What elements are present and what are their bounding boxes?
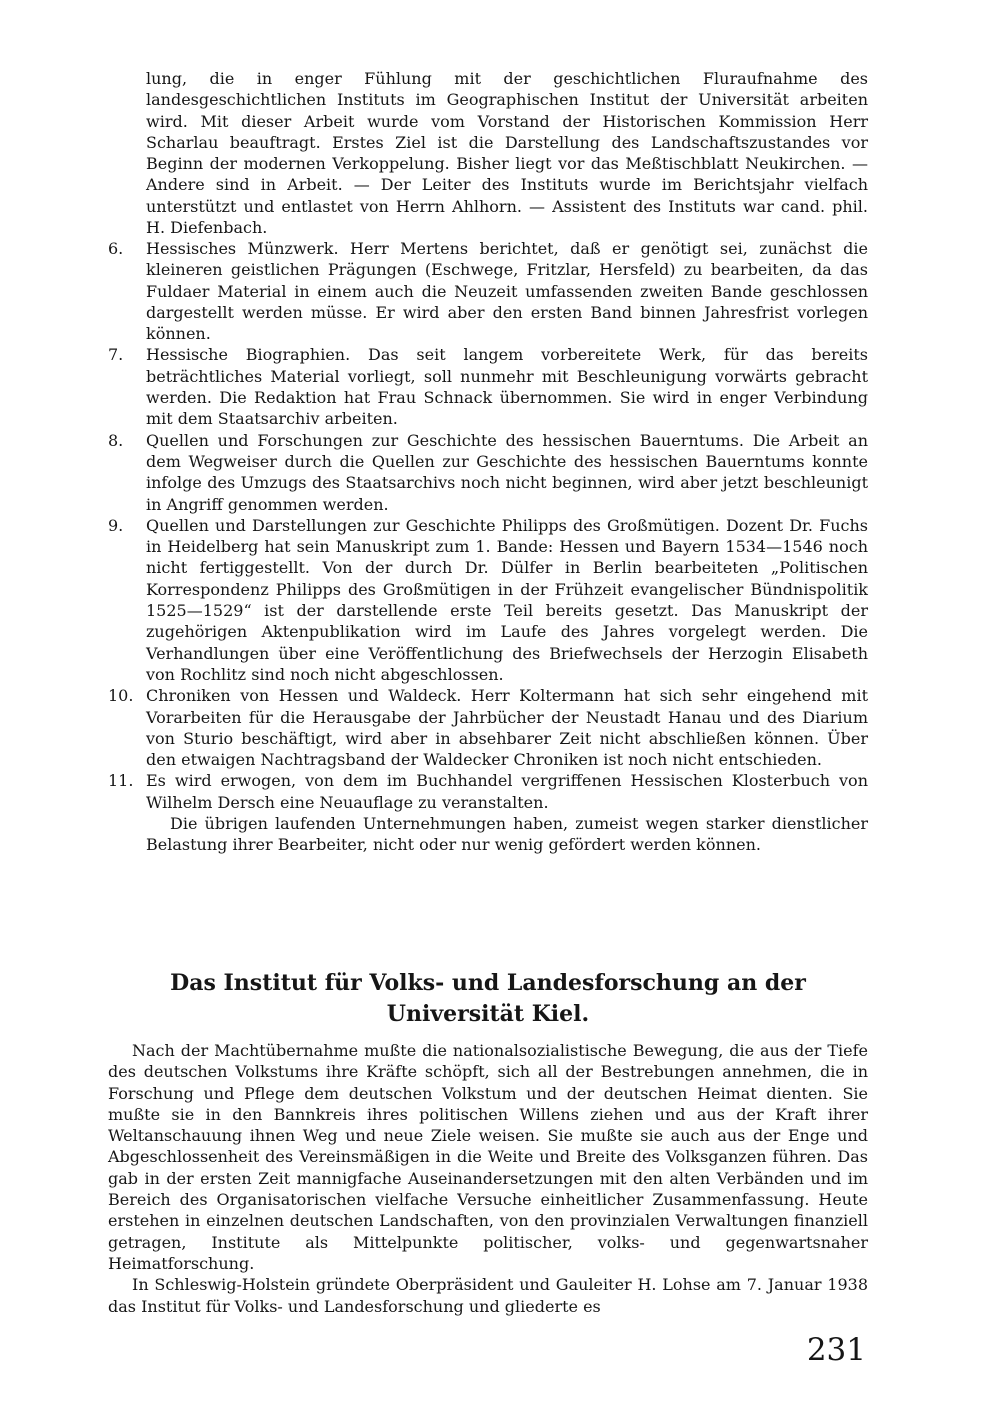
item-text: Hessisches Münzwerk. Herr Mertens berichtet, daß er genötigt sei, zunächst die kleineren geistlichen Prägungen (Eschwege, Fritzlar, Hersfeld) zu bearbeiten, da das Fuldaer Material in einem auch die Neuzeit umfassenden zweiten Bande geschlossen dargestellt werden müsse. Er wird aber den ersten Band binnen Jahresfrist vorlegen können. — [146, 239, 868, 344]
section-body — [108, 1040, 868, 1317]
section-heading: Das Institut für Volks- und Landesforschung an der Universität Kiel. — [170, 970, 806, 1027]
item-text: Quellen und Darstellungen zur Geschichte Philipps des Großmütigen. Dozent Dr. Fuchs in Heidelberg hat sein Manuskript zum 1. Bande: Hessen und Bayern 1534—1546 noch nicht fertiggestellt. Von der durch Dr. Dülfer in Berlin bearbeiteten „Politischen Korrespondenz Philipps des Großmütigen in der Frühzeit evangelischer Bündnispolitik 1525—1529“ ist der darstellende erste Teil bereits gesetzt. Das Manuskript der zugehörigen Aktenpublikation wird im Laufe des Jahres vorgelegt werden. Die Verhandlungen über eine Veröffentlichung des Briefwechsels der Herzogin Elisabeth von Rochlitz sind noch nicht abgeschlossen. — [146, 515, 868, 684]
item-number: 11. — [108, 771, 134, 791]
item-text: Es wird erwogen, von dem im Buchhandel vergriffenen Hessischen Klosterbuch von Wilhelm Dersch eine Neuauflage zu veranstalten. — [146, 771, 868, 812]
page-number: 231 — [806, 1332, 866, 1368]
intro-paragraph: lung, die in enger Fühlung mit der geschichtlichen Fluraufnahme des landesgeschichtlichen Instituts im Geographischen Institut der Universität arbeiten wird. Mit dieser Arbeit wurde vom Vorstand der Historischen Kommission Herr Scharlau beauftragt. Erstes Ziel ist die Darstellung des Landschaftszustandes vor Beginn der modernen Verkoppelung. Bisher liegt vor das Meßtischblatt Neukirchen. — Andere sind in Arbeit. — Der Leiter des Instituts wurde im Berichtsjahr vielfach unterstützt und entlastet von Herrn Ahlhorn. — Assistent des Instituts war cand. phil. H. Diefenbach. — [146, 69, 868, 238]
section-paragraph: Nach der Machtübernahme mußte die nationalsozialistische Bewegung, die aus der Tiefe des deutschen Volkstums ihre Kräfte schöpft, sich all der Bestrebungen annehmen, die in Forschung und Pflege dem deutschen Volkstum und der deutschen Heimat dienten. Sie mußte sie in den Bannkreis ihres politischen Willens ziehen und aus der Kraft ihrer Weltanschauung ihnen Weg und neue Ziele weisen. Sie mußte sie auch aus der Enge und Abgeschlossenheit des Vereinsmäßigen in die Weite und Breite des Volksganzen führen. Das gab in der ersten Zeit mannigfache Auseinandersetzungen mit den alten Verbänden und im Bereich des Organisatorischen vielfache Versuche einheitlicher Zusammenfassung. Heute erstehen in einzelnen deutschen Landschaften, von den provinzialen Verwaltungen finanziell getragen, Institute als Mittelpunkte politischer, volks- und gegenwartsnaher Heimatforschung. — [108, 1041, 868, 1273]
item-text: Chroniken von Hessen und Waldeck. Herr Koltermann hat sich sehr eingehend mit Vorarbeiten für die Herausgabe der Jahrbücher der Neustadt Hanau und des Diarium von Sturio beschäftigt, wird aber in absehbarer Zeit nicht abschließen können. Über den etwaigen Nachtragsband der Waldecker Chroniken ist noch nicht entschieden. — [146, 686, 868, 770]
list-item — [108, 515, 868, 685]
item-text: Hessische Biographien. Das seit langem vorbereitete Werk, für das bereits beträchtliches Material vorliegt, soll nunmehr mit Beschleunigung vorwärts gebracht werden. Die Redaktion hat Frau Schnack übernommen. Sie wird in enger Verbindung mit dem Staatsarchiv arbeiten. — [146, 345, 868, 429]
item-number: 6. — [108, 239, 124, 258]
section-paragraph: In Schleswig-Holstein gründete Oberpräsident und Gauleiter H. Lohse am 7. Januar 1938 das Institut für Volks- und Landesforschung und gliederte es — [108, 1275, 868, 1316]
item-number: 10. — [108, 686, 134, 706]
item-number: 7. — [108, 345, 124, 365]
item-number: 8. — [108, 430, 124, 450]
item-number: 9. — [108, 515, 124, 535]
list-item — [108, 238, 868, 344]
list-item — [108, 344, 868, 429]
closing-paragraph: Die übrigen laufenden Unternehmungen haben, zumeist wegen starker dienstlicher Belastung ihrer Bearbeiter, nicht oder nur wenig gefördert werden können. — [146, 814, 868, 855]
list-item — [108, 430, 868, 515]
list-item — [108, 685, 868, 770]
item-text: Quellen und Forschungen zur Geschichte des hessischen Bauerntums. Die Arbeit an dem Wegweiser durch die Quellen zur Geschichte des hessischen Bauerntums konnte infolge des Umzugs des Staatsarchivs noch nicht beginnen, wird aber jetzt beschleunigt in Angriff genommen werden. — [146, 430, 868, 514]
list-item — [108, 770, 868, 813]
numbered-list — [108, 238, 868, 856]
